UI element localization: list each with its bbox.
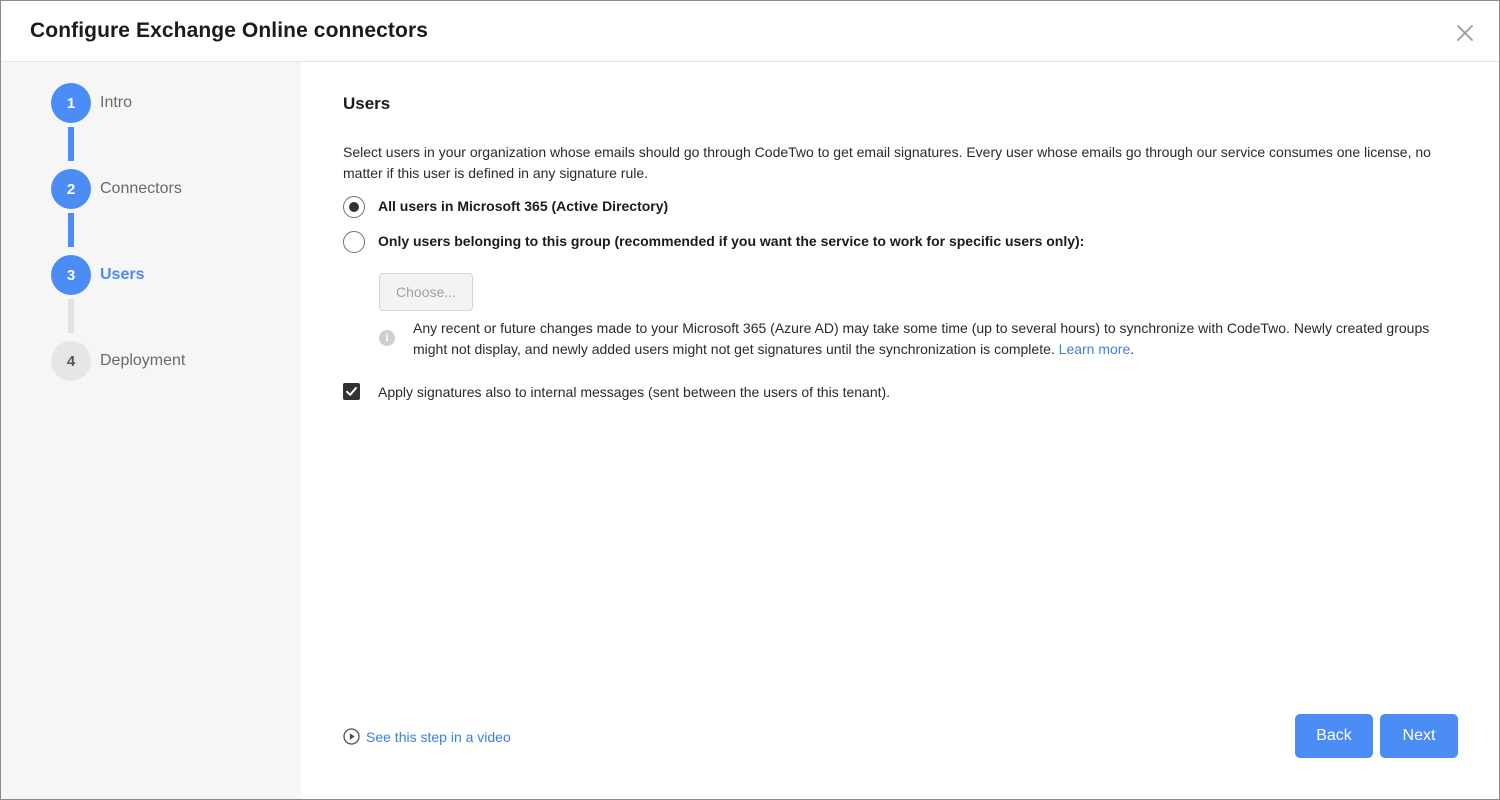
learn-more-link[interactable]: Learn more: [1058, 341, 1131, 357]
step-number-circle: 4: [51, 341, 91, 381]
dialog-title: Configure Exchange Online connectors: [30, 19, 428, 42]
option-all-users[interactable]: [343, 196, 1443, 218]
sync-info-text: [413, 318, 1443, 360]
step-connector: [68, 299, 74, 333]
section-title: Users: [343, 94, 391, 113]
wizard-steps-sidebar: [1, 62, 301, 799]
choose-group-button: Choose...: [379, 273, 473, 311]
step-connectors: [51, 169, 291, 209]
step-connector: [68, 127, 74, 161]
step-number-circle: 1: [51, 83, 91, 123]
option-label: All users in Microsoft 365 (Active Directory): [378, 198, 669, 214]
info-icon: i: [379, 330, 395, 346]
option-label: Only users belonging to this group (recommended if you want the service to work for specific users only):: [378, 233, 1085, 249]
sync-info-end: .: [1130, 341, 1135, 357]
sync-info-message: Any recent or future changes made to your Microsoft 365 (Azure AD) may take some time (up to several hours) to synchronize with CodeTwo. Newly created groups might not display, and newly added users might not get signatures until the synchronization is complete.: [413, 320, 1430, 357]
step-label: Deployment: [100, 352, 186, 369]
step-number-circle: 2: [51, 169, 91, 209]
option-group-users[interactable]: [343, 231, 1443, 253]
step-connector: [68, 213, 74, 247]
radio-group-users[interactable]: [343, 231, 365, 253]
checkbox-label: Apply signatures also to internal messages (sent between the users of this tenant).: [378, 384, 891, 400]
step-number-circle: 3: [51, 255, 91, 295]
step-users: [51, 255, 291, 295]
radio-all-users[interactable]: [343, 196, 365, 218]
close-button[interactable]: [1453, 21, 1477, 45]
close-icon: [1453, 21, 1477, 45]
step-deployment: [51, 341, 291, 381]
description-text: Select users in your organization whose emails should go through CodeTwo to get email signatures. Every user whose emails go through our service consumes one license, no matter if this user is defined in any signature rule.: [343, 144, 1431, 181]
internal-messages-checkbox[interactable]: [343, 383, 360, 400]
step-intro: [51, 83, 291, 123]
play-circle-icon: [343, 728, 360, 745]
checkmark-icon: [345, 385, 358, 398]
dialog-header: [1, 1, 1499, 62]
next-button[interactable]: Next: [1380, 714, 1458, 758]
video-link-label[interactable]: See this step in a video: [366, 729, 511, 745]
step-label: Intro: [100, 94, 133, 111]
back-button[interactable]: Back: [1295, 714, 1373, 758]
step-label: Connectors: [100, 180, 182, 197]
step-label-active: Users: [100, 266, 145, 283]
